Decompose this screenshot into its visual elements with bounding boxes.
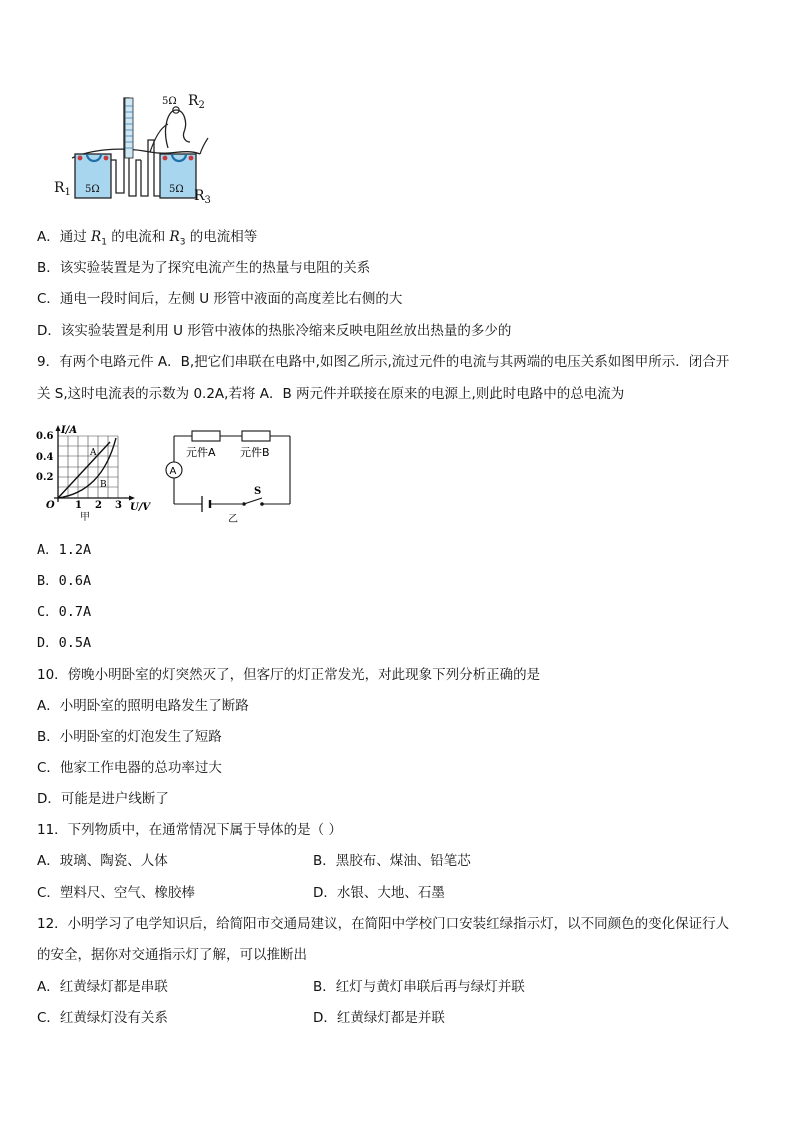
q8-option-a-post: 的电流相等 [185,229,258,245]
q11-option-d: D．水银、大地、石墨 [313,885,445,901]
q8-left-res-label: 5Ω [85,184,100,195]
q9-switch-label: S [254,486,262,497]
q8-option-a-pre: A．通过 [37,229,92,245]
q9-element-b [242,431,270,441]
q9-x-tick-2: 2 [95,500,102,511]
q9-graph-jia [36,424,156,522]
q11-option-a: A．玻璃、陶瓷、人体 [37,853,168,869]
q12-stem-line1: 12．小明学习了电学知识后，给简阳市交通局建议，在简阳中学校门口安装红绿指示灯，以不同颜色的变化保证行人 [37,916,730,932]
q8-option-d: D．该实验装置是利用 U 形管中液体的热胀冷缩来反映电阻丝放出热量的多少的 [37,323,512,339]
q9-switch [244,498,262,504]
q8-r2-coil [166,110,190,148]
q9-graph-caption: 甲 [80,512,90,522]
q9-origin-label: O [46,500,55,511]
q10-option-b: B．小明卧室的灯泡发生了短路 [37,729,222,745]
q8-r1-label: $R_1$ [54,180,71,198]
q10-stem: 10．傍晚小明卧室的灯突然灭了，但客厅的灯正常发光，对此现象下列分析正确的是 [37,667,541,683]
q9-option-c: C．0.7A [37,604,92,620]
q9-y-tick-02: 0.2 [36,472,54,483]
q10-option-c: C．他家工作电器的总功率过大 [37,760,222,776]
q8-apparatus-figure [50,88,225,208]
q9-stem-line2: 关 S,这时电流表的示数为 0.2A,若将 A．B 两元件并联接在原来的电源上,则此时电路中的总电流为 [37,386,625,402]
q12-option-a: A．红黄绿灯都是串联 [37,979,168,995]
q8-right-res-label: 5Ω [169,184,184,195]
q8-u-tube-scale [125,98,133,158]
q8-option-a-r3: R [169,229,180,245]
q9-x-tick-3: 3 [115,500,122,511]
q9-element-a [192,431,220,441]
q12-stem-line2: 的安全，据你对交通指示灯了解，可以推断出 [37,947,307,963]
q11-option-b: B．黑胶布、煤油、铅笔芯 [313,853,471,869]
q12-option-c: C．红黄绿灯没有关系 [37,1010,168,1026]
q12-option-d: D．红黄绿灯都是并联 [313,1010,445,1026]
q9-curve-a-label: A [90,448,97,458]
q8-r2-label: $R_2$ [188,93,205,111]
q9-y-tick-04: 0.4 [36,452,54,463]
q9-option-a: A．1.2A [37,542,92,558]
q8-r3-label: $R_3$ [194,188,211,206]
q9-circuit-caption: 乙 [228,514,238,524]
q9-option-d: D．0.5A [37,635,92,651]
q9-element-a-label: 元件A [186,446,216,459]
q8-option-a-r1: R [91,229,102,245]
q12-option-b: B．红灯与黄灯串联后再与绿灯并联 [313,979,525,995]
q8-right-u-tube [141,140,160,196]
q9-x-tick-1: 1 [75,500,82,511]
q9-stem-line1: 9．有两个电路元件 A．B,把它们串联在电路中,如图乙所示,流过元件的电流与其两端的电压关系如图甲所示．闭合开 [37,354,730,370]
q10-option-a: A．小明卧室的照明电路发生了断路 [37,698,249,714]
q8-wire [200,138,208,154]
q8-option-a-r1-sub: 1 [101,237,107,248]
q8-r2-value: 5Ω [162,96,177,107]
q9-element-b-label: 元件B [240,446,270,459]
q9-circuit-yi [160,428,300,524]
q9-ammeter-label: A [169,466,177,477]
q8-option-c: C．通电一段时间后，左侧 U 形管中液面的高度差比右侧的大 [37,291,403,307]
q8-option-b: B．该实验装置是为了探究电流产生的热量与电阻的关系 [37,260,371,276]
q9-option-b: B．0.6A [37,573,92,589]
q9-y-axis-label: I/A [61,425,78,436]
q9-y-tick-06: 0.6 [36,431,54,442]
q11-stem: 11．下列物质中，在通常情况下属于导体的是（ ） [37,822,342,838]
q9-curve-b-label: B [100,480,107,490]
q8-option-a-mid: 的电流和 [106,229,170,245]
q9-x-axis-label: U/V [130,502,151,513]
q8-option-a-r3-sub: 3 [179,237,186,248]
q8-option-a [37,228,257,252]
q10-option-d: D．可能是进户线断了 [37,791,169,807]
q11-option-c: C．塑料尺、空气、橡胶棒 [37,885,195,901]
